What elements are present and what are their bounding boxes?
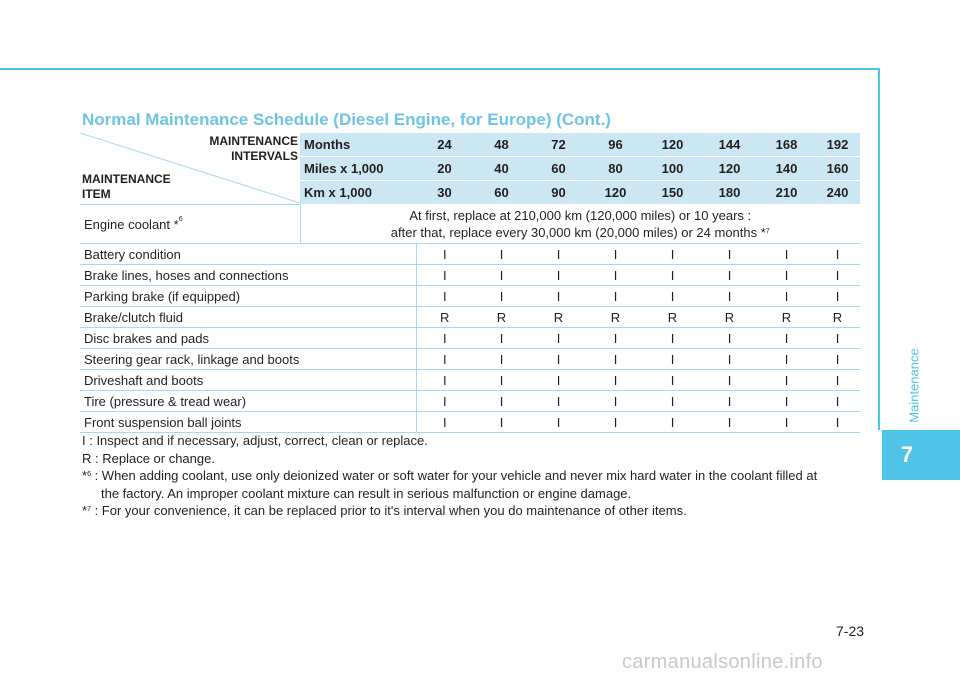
service-mark: I xyxy=(758,265,815,286)
service-mark: I xyxy=(530,349,587,370)
service-mark: R xyxy=(815,307,860,328)
service-mark: I xyxy=(416,391,473,412)
header-row xyxy=(80,133,860,157)
interval-value: 210 xyxy=(758,181,815,205)
service-mark: I xyxy=(758,412,815,433)
service-mark: R xyxy=(416,307,473,328)
service-mark: I xyxy=(701,391,758,412)
interval-value: 24 xyxy=(416,133,473,157)
service-mark: I xyxy=(758,244,815,265)
service-mark: I xyxy=(473,328,530,349)
interval-value: 100 xyxy=(644,157,701,181)
table-row xyxy=(80,370,860,391)
top-rule xyxy=(0,68,878,70)
service-mark: I xyxy=(701,286,758,307)
interval-value: 120 xyxy=(701,157,758,181)
service-mark: I xyxy=(644,391,701,412)
service-mark: I xyxy=(815,412,860,433)
service-mark: I xyxy=(530,370,587,391)
watermark: carmanualsonline.info xyxy=(622,651,823,673)
service-mark: I xyxy=(416,265,473,286)
interval-unit-label: Miles x 1,000 xyxy=(300,157,416,181)
service-mark: I xyxy=(473,412,530,433)
service-mark: I xyxy=(701,370,758,391)
side-rule xyxy=(878,68,880,430)
page-title: Normal Maintenance Schedule (Diesel Engine, for Europe) (Cont.) xyxy=(82,110,611,129)
service-mark: I xyxy=(416,328,473,349)
table-row xyxy=(80,412,860,433)
interval-value: 96 xyxy=(587,133,644,157)
interval-value: 40 xyxy=(473,157,530,181)
item-name: Disc brakes and pads xyxy=(80,328,416,349)
corner-cell xyxy=(80,133,300,205)
service-mark: I xyxy=(587,286,644,307)
legend-notes xyxy=(82,432,882,520)
service-mark: I xyxy=(473,244,530,265)
table-row-engine-coolant xyxy=(80,205,860,244)
service-mark: I xyxy=(758,286,815,307)
service-mark: I xyxy=(473,349,530,370)
footnote-6-cont: the factory. An improper coolant mixture can result in serious malfunction or engine damage. xyxy=(101,485,632,501)
service-mark: I xyxy=(644,412,701,433)
table-row xyxy=(80,328,860,349)
service-mark: I xyxy=(530,265,587,286)
interval-value: 48 xyxy=(473,133,530,157)
service-mark: I xyxy=(587,391,644,412)
service-mark: I xyxy=(701,244,758,265)
service-mark: I xyxy=(815,265,860,286)
item-name: Battery condition xyxy=(80,244,416,265)
service-mark: I xyxy=(416,349,473,370)
service-mark: I xyxy=(416,412,473,433)
service-mark: I xyxy=(530,286,587,307)
interval-value: 140 xyxy=(758,157,815,181)
interval-value: 144 xyxy=(701,133,758,157)
service-mark: I xyxy=(758,391,815,412)
interval-value: 60 xyxy=(473,181,530,205)
service-mark: I xyxy=(530,391,587,412)
service-mark: I xyxy=(530,244,587,265)
interval-value: 30 xyxy=(416,181,473,205)
interval-value: 168 xyxy=(758,133,815,157)
service-mark: R xyxy=(758,307,815,328)
service-mark: R xyxy=(701,307,758,328)
service-mark: R xyxy=(587,307,644,328)
corner-item-label: MAINTENANCE ITEM xyxy=(82,172,171,201)
service-mark: R xyxy=(644,307,701,328)
service-mark: I xyxy=(416,244,473,265)
note-inspect: I : Inspect and if necessary, adjust, correct, clean or replace. xyxy=(82,433,428,448)
interval-value: 150 xyxy=(644,181,701,205)
interval-unit-label: Months xyxy=(300,133,416,157)
footnote-7: *$^7$ : For your convenience, it can be replaced prior to it's interval when you do maintenance of other items. xyxy=(82,503,687,518)
service-mark: I xyxy=(758,370,815,391)
corner-intervals-label: MAINTENANCE INTERVALS xyxy=(209,134,298,163)
table-row xyxy=(80,391,860,412)
interval-value: 180 xyxy=(701,181,758,205)
interval-value: 240 xyxy=(815,181,860,205)
interval-value: 90 xyxy=(530,181,587,205)
service-mark: I xyxy=(530,412,587,433)
service-mark: I xyxy=(473,286,530,307)
service-mark: I xyxy=(644,370,701,391)
maintenance-table xyxy=(80,133,860,433)
service-mark: I xyxy=(587,349,644,370)
service-mark: I xyxy=(815,244,860,265)
service-mark: I xyxy=(758,328,815,349)
service-mark: I xyxy=(587,328,644,349)
footnote-6: *$^6$ : When adding coolant, use only deionized water or soft water for your vehicle and never mix hard water in the coolant filled at xyxy=(82,468,818,483)
interval-value: 20 xyxy=(416,157,473,181)
interval-value: 160 xyxy=(815,157,860,181)
service-mark: I xyxy=(473,370,530,391)
service-mark: I xyxy=(815,391,860,412)
service-mark: I xyxy=(815,286,860,307)
interval-unit-label: Km x 1,000 xyxy=(300,181,416,205)
service-mark: I xyxy=(473,391,530,412)
service-mark: R xyxy=(473,307,530,328)
table-row xyxy=(80,349,860,370)
service-mark: I xyxy=(701,265,758,286)
service-mark: I xyxy=(530,328,587,349)
service-mark: I xyxy=(815,349,860,370)
item-name: Front suspension ball joints xyxy=(80,412,416,433)
service-mark: I xyxy=(644,265,701,286)
service-mark: I xyxy=(587,412,644,433)
interval-value: 120 xyxy=(644,133,701,157)
interval-value: 120 xyxy=(587,181,644,205)
item-name: Brake lines, hoses and connections xyxy=(80,265,416,286)
note-replace: R : Replace or change. xyxy=(82,450,215,466)
service-mark: I xyxy=(815,328,860,349)
interval-value: 192 xyxy=(815,133,860,157)
item-name: Steering gear rack, linkage and boots xyxy=(80,349,416,370)
item-name: Driveshaft and boots xyxy=(80,370,416,391)
service-mark: I xyxy=(587,370,644,391)
interval-value: 72 xyxy=(530,133,587,157)
service-mark: I xyxy=(644,244,701,265)
service-mark: I xyxy=(701,412,758,433)
table-row xyxy=(80,244,860,265)
service-mark: I xyxy=(701,328,758,349)
item-name: Engine coolant *$^6$ xyxy=(80,205,300,244)
table-row xyxy=(80,286,860,307)
service-mark: I xyxy=(416,286,473,307)
service-mark: R xyxy=(530,307,587,328)
service-mark: I xyxy=(758,349,815,370)
service-mark: I xyxy=(473,265,530,286)
service-mark: I xyxy=(587,244,644,265)
service-mark: I xyxy=(644,349,701,370)
side-section-label: Maintenance xyxy=(906,348,922,423)
page-number: 7-23 xyxy=(836,623,865,639)
item-name: Brake/clutch fluid xyxy=(80,307,416,328)
item-name: Parking brake (if equipped) xyxy=(80,286,416,307)
interval-value: 60 xyxy=(530,157,587,181)
item-name: Tire (pressure & tread wear) xyxy=(80,391,416,412)
coolant-note: At first, replace at 210,000 km (120,000 miles) or 10 years : after that, replace every 30,000 km (20,000 miles) or 24 months *$^7$ xyxy=(300,205,860,244)
service-mark: I xyxy=(815,370,860,391)
service-mark: I xyxy=(644,286,701,307)
chapter-tab: 7 xyxy=(882,430,960,480)
service-mark: I xyxy=(587,265,644,286)
service-mark: I xyxy=(701,349,758,370)
table-row xyxy=(80,307,860,328)
service-mark: I xyxy=(644,328,701,349)
table-row xyxy=(80,265,860,286)
interval-value: 80 xyxy=(587,157,644,181)
service-mark: I xyxy=(416,370,473,391)
